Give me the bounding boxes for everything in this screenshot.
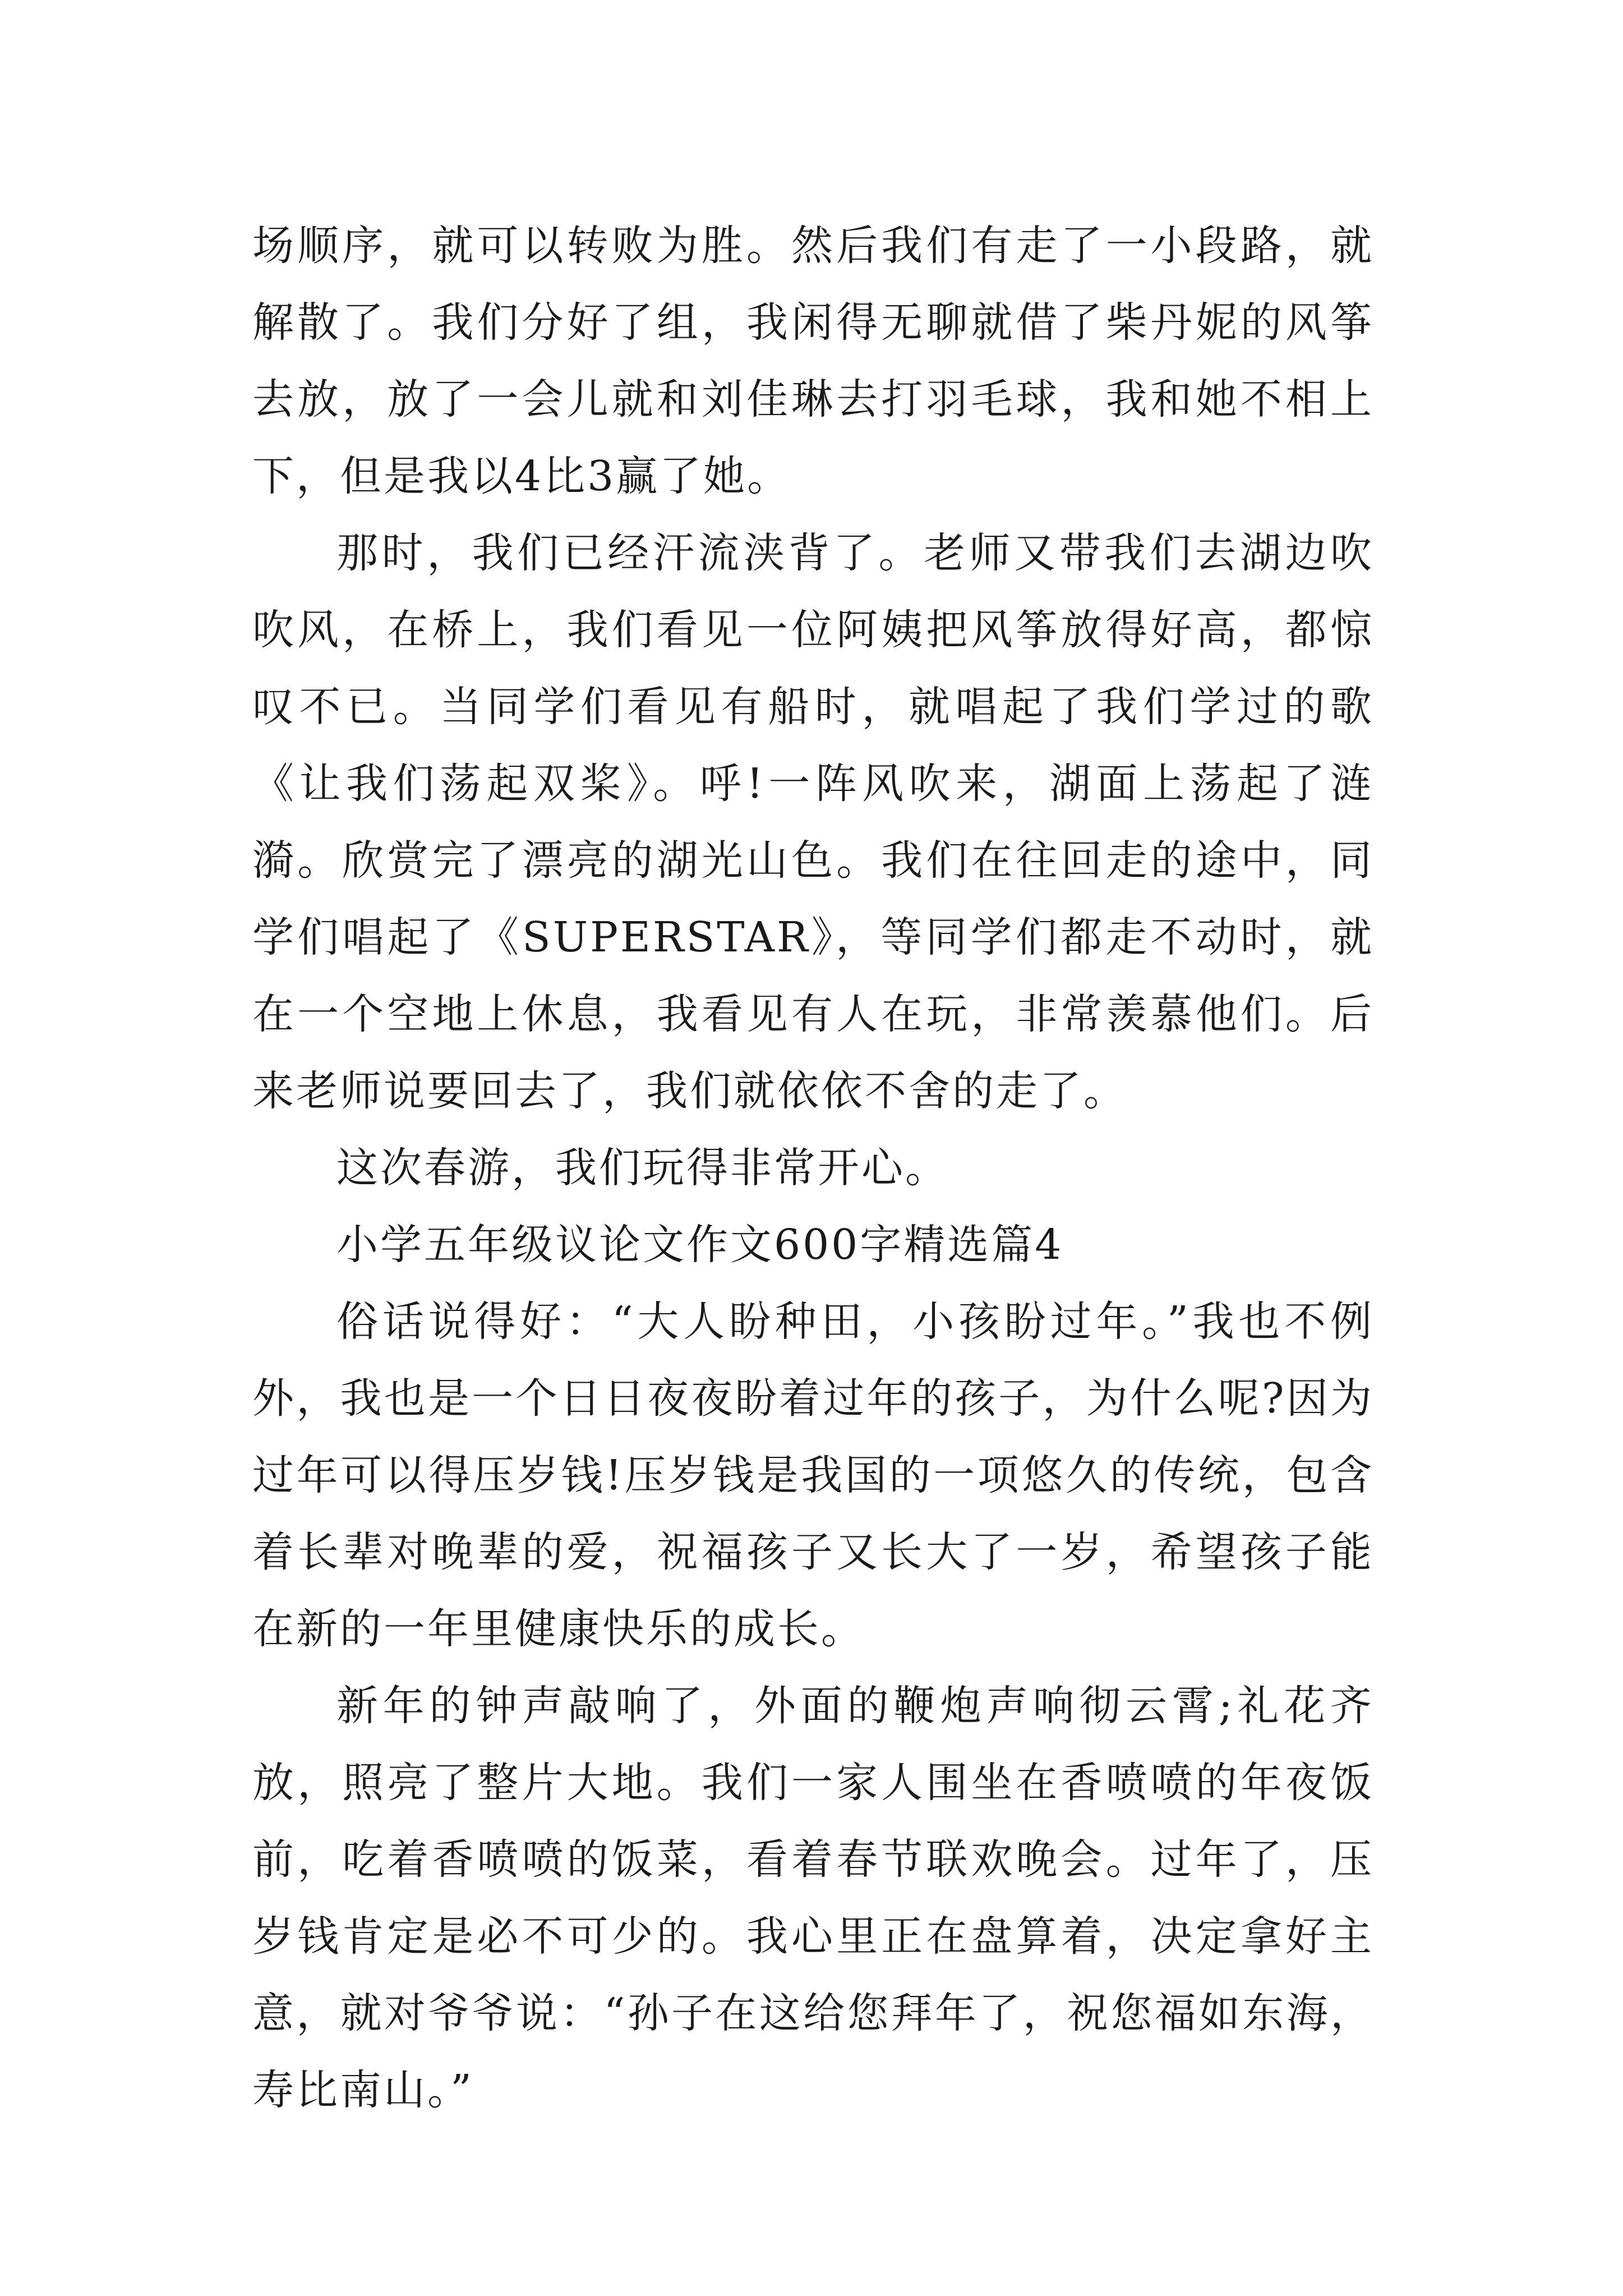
paragraph-1: 场顺序，就可以转败为胜。然后我们有走了一小段路，就解散了。我们分好了组，我闲得无聊就借了柴丹妮的风筝去放，放了一会儿就和刘佳琳去打羽毛球，我和她不相上下，但是我以4比3赢了她。 — [252, 222, 1374, 500]
paragraph-2: 那时，我们已经汗流浃背了。老师又带我们去湖边吹吹风，在桥上，我们看见一位阿姨把风筝放得好高，都惊叹不已。当同学们看见有船时，就唱起了我们学过的歌《让我们荡起双桨》。呼!一阵风吹来，湖面上荡起了涟漪。欣赏完了漂亮的湖光山色。我们在往回走的途中，同学们唱起了《SUPERSTAR》，等同学们都走不动时，就在一个空地上休息，我看见有人在玩，非常羡慕他们。后来老师说要回去了，我们就依依不舍的走了。 — [252, 529, 1374, 1115]
section-heading: 小学五年级议论文作文600字精选篇4 — [336, 1221, 1064, 1269]
document-body — [252, 208, 1374, 2129]
paragraph-3: 这次春游，我们玩得非常开心。 — [336, 1144, 949, 1192]
paragraph-5: 新年的钟声敲响了，外面的鞭炮声响彻云霄;礼花齐放，照亮了整片大地。我们一家人围坐在香喷喷的年夜饭前，吃着香喷喷的饭菜，看着春节联欢晚会。过年了，压岁钱肯定是必不可少的。我心里正在盘算着，决定拿好主意，就对爷爷说：“孙子在这给您拜年了，祝您福如东海，寿比南山。” — [252, 1682, 1374, 2114]
paragraph-4: 俗话说得好：“大人盼种田，小孩盼过年。”我也不例外，我也是一个日日夜夜盼着过年的孩子，为什么呢?因为过年可以得压岁钱!压岁钱是我国的一项悠久的传统，包含着长辈对晚辈的爱，祝福孩子又长大了一岁，希望孩子能在新的一年里健康快乐的成长。 — [252, 1297, 1374, 1653]
